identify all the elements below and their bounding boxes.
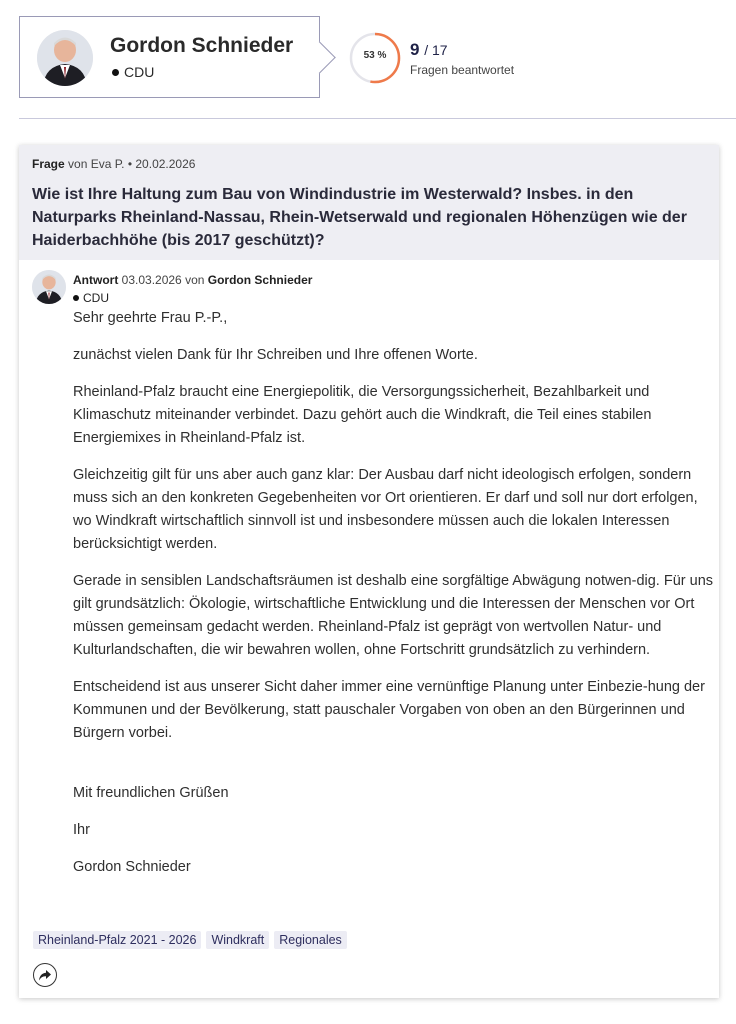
profile-card-pointer	[303, 41, 336, 74]
avatar-photo-icon	[37, 30, 93, 86]
answer-meta	[73, 273, 312, 287]
question-label: Frage	[32, 157, 65, 171]
answer-body	[73, 307, 713, 893]
answer-paragraph: zunächst vielen Dank für Ihr Schreiben und Ihre offenen Worte.	[73, 347, 478, 363]
answer-paragraph: Rheinland-Pfalz braucht eine Energiepolitik, die Versorgungssicherheit, Bezahlbarkeit und Klimaschutz miteinander verbindet. Dazu gehört auch die Windkraft, die Teil eines stabilen Energiemixes in Rheinland-Pfalz ist.	[73, 384, 652, 446]
answer-label: Antwort	[73, 273, 119, 287]
answered-total: / 17	[424, 42, 448, 58]
question-author-date: von Eva P. • 20.02.2026	[68, 157, 196, 171]
progress-percent: 53 %	[363, 50, 387, 61]
question-box	[19, 145, 719, 260]
tag-regionales[interactable]: Regionales	[274, 931, 347, 949]
party-dot-icon	[73, 295, 79, 301]
tag-windkraft[interactable]: Windkraft	[206, 931, 269, 949]
answer-party-label: CDU	[83, 291, 109, 305]
politician-party	[112, 64, 154, 80]
answered-count	[410, 40, 448, 60]
answer-paragraph: Entscheidend ist aus unserer Sicht daher immer eine vernünftige Planung unter Einbezie-hung der Kommunen und der Bevölkerung, statt pauschaler Vorgaben von oben an den Bürgerinnen und Bürgern vorbei.	[73, 679, 705, 741]
avatar	[37, 30, 93, 86]
answer-party	[73, 291, 109, 305]
question-text: Wie ist Ihre Haltung zum Bau von Windindustrie im Westerwald? Insbes. in den Naturparks Rheinland-Nassau, Rhein-Wetserwald und regionalen Höhenzügen wie der Haiderbachhöhe (bis 2017 geschützt)?	[32, 186, 687, 249]
answer-avatar[interactable]	[32, 270, 66, 304]
share-button[interactable]	[33, 963, 57, 987]
answer-paragraph: Gleichzeitig gilt für uns aber auch ganz klar: Der Ausbau darf nicht ideologisch erfolgen, sondern muss sich an den konkreten Gegebenheiten vor Ort orientieren. Er darf und soll nur dort erfolgen, wo Windkraft wirtschaftlich sinnvoll ist und insbesondere müssen auch die lokalen Interessen berücksichtigt werden.	[73, 467, 698, 552]
politician-profile-card[interactable]	[19, 16, 320, 98]
answer-paragraph: Gerade in sensiblen Landschaftsräumen ist deshalb eine sorgfältige Abwägung notwen-dig. Für uns gilt grundsätzlich: Ökologie, wirtschaftliche Entwicklung und die Interessen der Menschen vor Ort müssen gemeinsam gedacht werden. Rheinland-Pfalz ist geprägt von wertvollen Natur- und Kulturlandschaften, die wir bewahren wollen, ohne Fortschritt grundsätzlich zu verhindern.	[73, 573, 714, 658]
answered-number: 9	[410, 40, 420, 59]
politician-name: Gordon Schnieder	[110, 34, 294, 57]
header-divider	[19, 118, 736, 119]
question-answer-card	[19, 145, 719, 998]
answer-date: 03.03.2026 von	[121, 273, 205, 287]
answer-closing: Mit freundlichen Grüßen	[73, 785, 229, 801]
avatar-photo-icon	[32, 270, 66, 304]
answer-author[interactable]: Gordon Schnieder	[207, 273, 313, 287]
tag-list	[33, 931, 347, 949]
share-arrow-icon	[39, 970, 51, 981]
question-meta	[32, 157, 195, 171]
answer-signature: Gordon Schnieder	[73, 859, 191, 875]
answer-closing: Ihr	[73, 822, 90, 838]
tag-rheinland-pfalz[interactable]: Rheinland-Pfalz 2021 - 2026	[33, 931, 201, 949]
party-label: CDU	[124, 64, 155, 80]
answered-label: Fragen beantwortet	[410, 63, 515, 77]
party-dot-icon	[112, 69, 119, 76]
answer-paragraph: Sehr geehrte Frau P.-P.,	[73, 310, 228, 326]
